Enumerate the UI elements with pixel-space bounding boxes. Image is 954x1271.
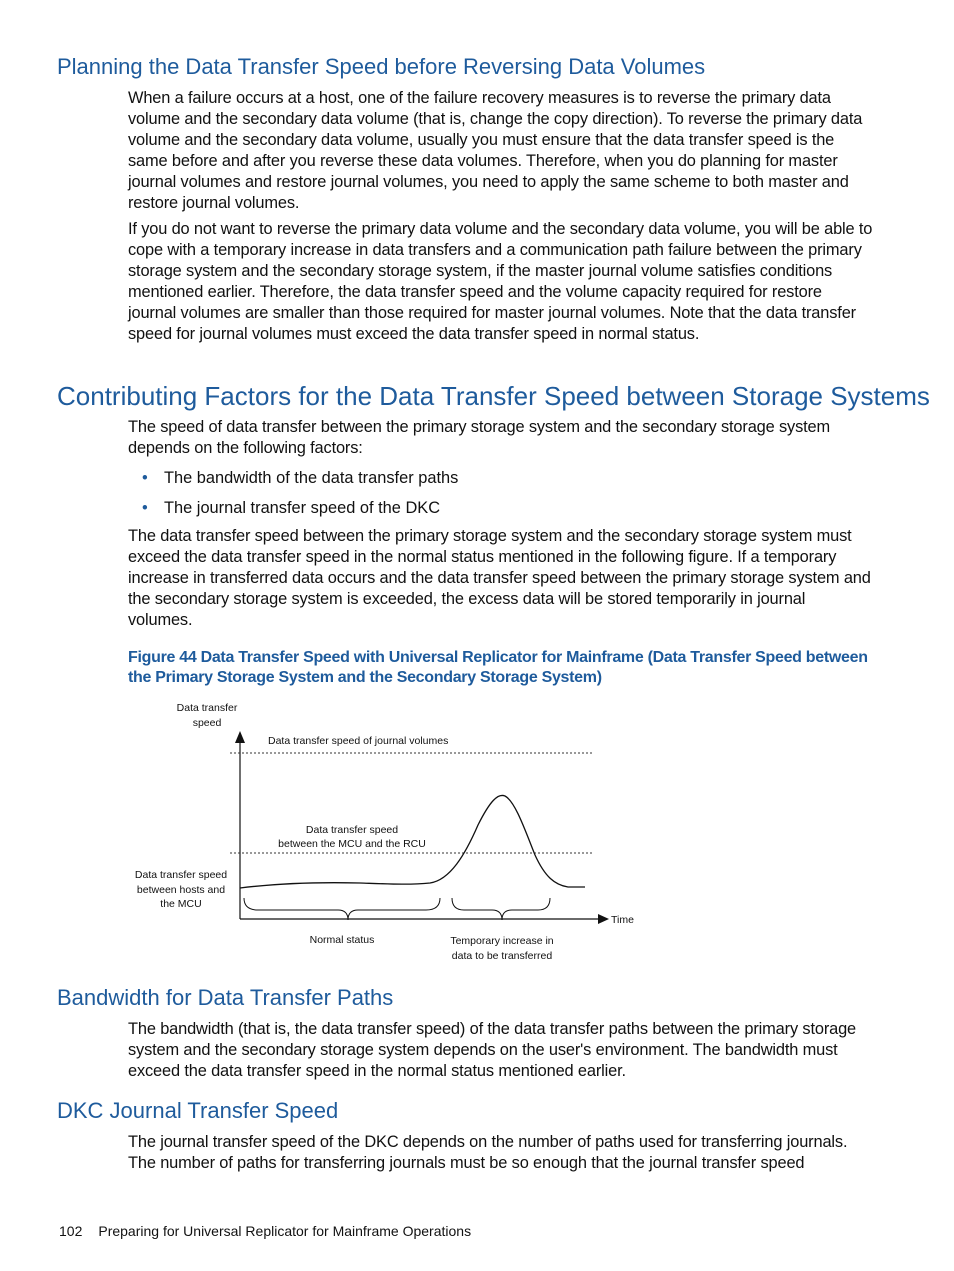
paragraph-planning-2: If you do not want to reverse the primary data volume and the secondary data volume, you will be able to cope with a temporary increase in data transfers and a communication path failure between the primary storage system and the secondary storage system, if the master journal volume satisfies conditions mentioned earlier. Therefore, the data transfer speed and the volume capacity required for restore journal volumes are smaller than those required for master journal volumes. Note that the data transfer speed for journal volumes must exceed the data transfer speed in normal status. bbox=[128, 220, 873, 343]
paragraph-bandwidth: The bandwidth (that is, the data transfer speed) of the data transfer paths between the primary storage system and the secondary storage system depends on the user's environment. The bandwidth must exceed the data transfer speed in the normal status mentioned earlier. bbox=[128, 1020, 857, 1080]
bullet-icon: • bbox=[142, 499, 148, 517]
mcu-rcu-label: Data transfer speed bbox=[305, 824, 399, 836]
page-number: 102 bbox=[59, 1223, 83, 1239]
figure-data-transfer-speed bbox=[120, 695, 660, 970]
figure-caption: Figure 44 Data Transfer Speed with Universal Replicator for Mainframe (Data Transfer Speed between the Primary Storage System and the Secondary Storage System) bbox=[128, 649, 868, 686]
list-item bbox=[142, 468, 458, 489]
paragraph-factors-detail: The data transfer speed between the primary storage system and the secondary storage system must exceed the data transfer speed in the normal status mentioned in the following figure. If a temporary increase in transferred data occurs and the data transfer speed between the primary storage system and the secondary storage system is exceeded, the excess data will be stored temporarily in journal volumes. bbox=[128, 527, 871, 629]
normal-status-brace bbox=[244, 898, 440, 920]
page-footer bbox=[59, 1222, 471, 1240]
paragraph-dkc: The journal transfer speed of the DKC depends on the number of paths used for transferring journals. The number of paths for transferring journals must be so enough that the journal transfer speed bbox=[128, 1133, 848, 1172]
paragraph-planning-1: When a failure occurs at a host, one of the failure recovery measures is to reverse the primary data volume and the secondary data volume (that is, change the copy direction). To reverse the primary data volume and the secondary data volume, usually you must ensure that the data transfer speed is the same before and after you reverse these data volumes. Therefore, when you do planning for master journal volumes and restore journal volumes, you need to apply the same scheme to both master and restore journal volumes. bbox=[128, 89, 863, 212]
temporary-increase-label: data to be transferred bbox=[451, 950, 553, 962]
host-mcu-label: between hosts and bbox=[136, 884, 226, 896]
footer-title: Preparing for Universal Replicator for Mainframe Operations bbox=[98, 1223, 472, 1239]
figure-svg bbox=[120, 695, 660, 970]
journal-speed-label: Data transfer speed of journal volumes bbox=[268, 735, 449, 747]
mcu-rcu-label: between the MCU and the RCU bbox=[278, 838, 426, 850]
section-heading-bandwidth: Bandwidth for Data Transfer Paths bbox=[57, 985, 394, 1010]
x-axis-arrow-icon bbox=[598, 914, 609, 924]
y-axis-arrow-icon bbox=[235, 731, 245, 743]
paragraph-factors-intro: The speed of data transfer between the primary storage system and the secondary storage system depends on the following factors: bbox=[128, 418, 830, 457]
list-item-text: The bandwidth of the data transfer paths bbox=[164, 469, 459, 487]
host-mcu-label: the MCU bbox=[160, 898, 202, 910]
y-axis-label: Data transfer bbox=[176, 702, 238, 714]
section-heading-factors: Contributing Factors for the Data Transfer Speed between Storage Systems bbox=[57, 381, 930, 411]
x-axis-label: Time bbox=[611, 914, 634, 926]
section-heading-dkc: DKC Journal Transfer Speed bbox=[57, 1098, 339, 1123]
y-axis-label: speed bbox=[192, 717, 222, 729]
host-mcu-label: Data transfer speed bbox=[134, 869, 228, 881]
bullet-icon: • bbox=[142, 469, 148, 487]
temporary-increase-brace bbox=[452, 898, 550, 920]
section-heading-planning: Planning the Data Transfer Speed before Reversing Data Volumes bbox=[57, 54, 706, 79]
list-item-text: The journal transfer speed of the DKC bbox=[164, 499, 441, 517]
temporary-increase-label: Temporary increase in bbox=[450, 935, 554, 947]
normal-status-label: Normal status bbox=[309, 934, 375, 946]
list-item bbox=[142, 498, 440, 519]
